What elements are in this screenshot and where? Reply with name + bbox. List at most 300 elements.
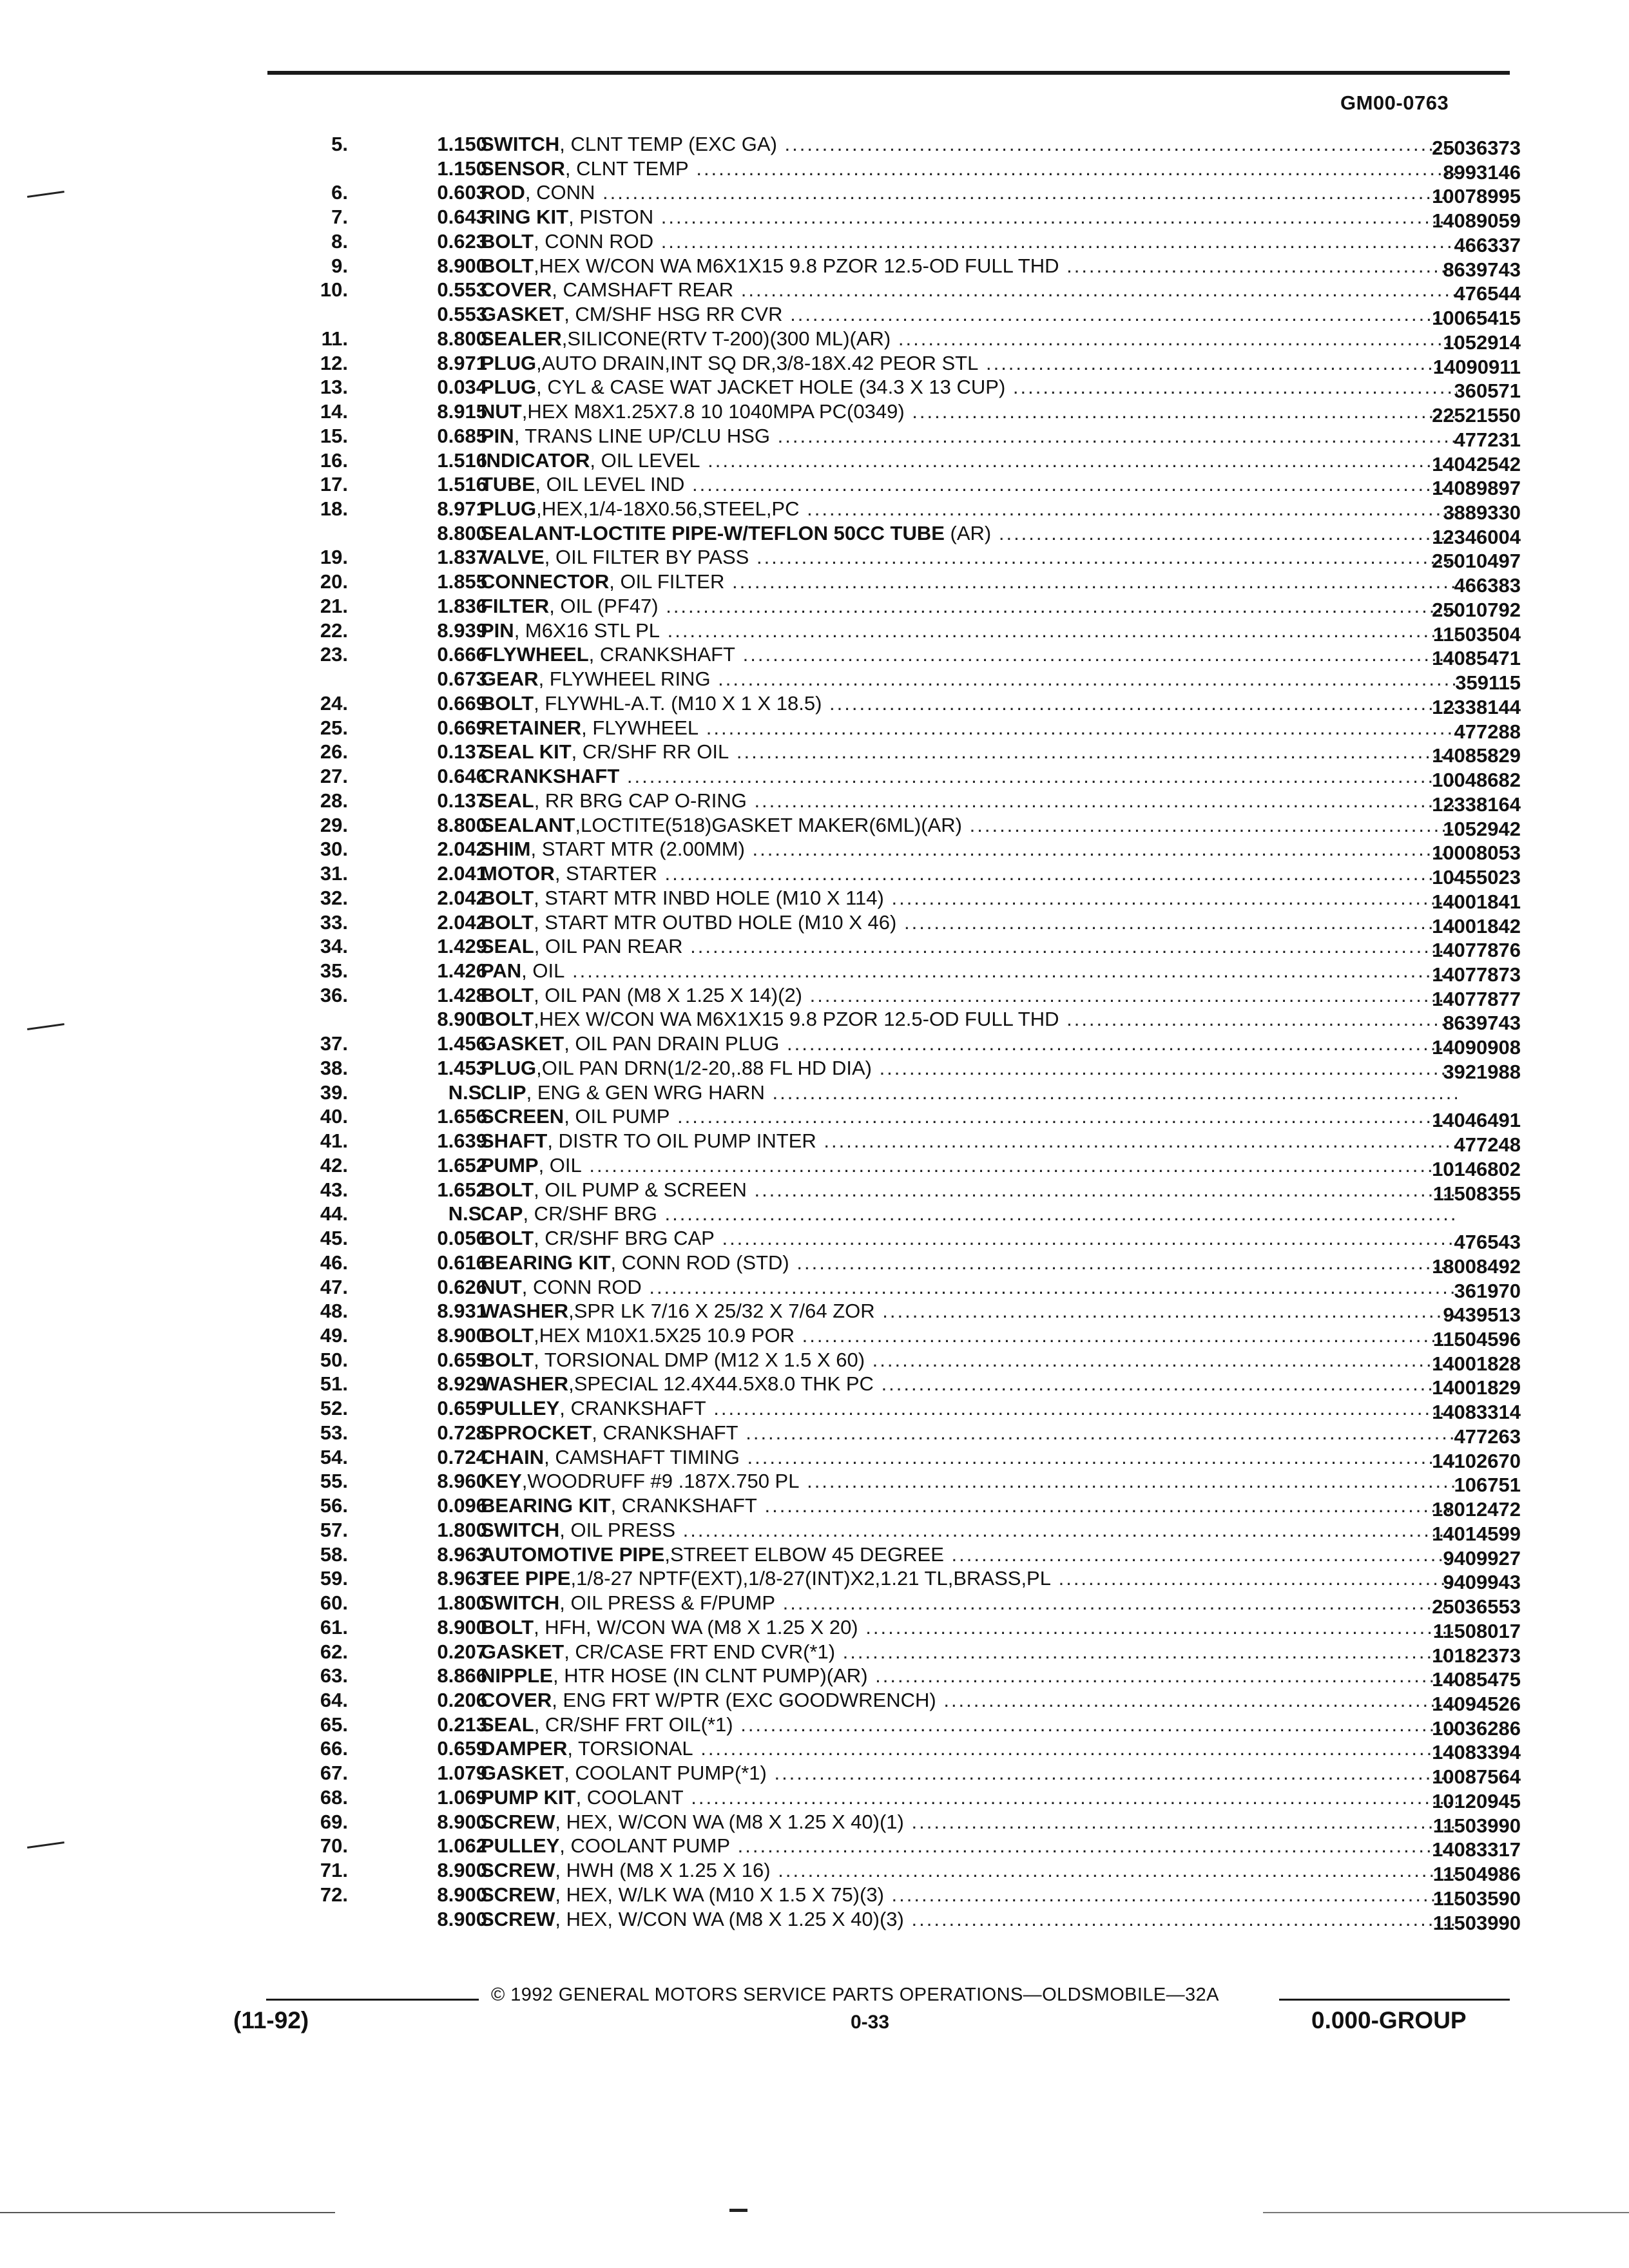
group-code: 1.652 [437,1153,487,1177]
part-description [481,813,1457,838]
part-description [481,1615,1457,1640]
part-detail: , CR/SHF FRT OIL(*1) [534,1713,733,1736]
part-row [284,1688,1521,1713]
part-number: 10455023 [1432,866,1521,889]
part-name: CAP [481,1202,523,1225]
part-number: 22521550 [1432,404,1521,427]
part-description [481,1032,1457,1056]
part-row [284,740,1521,767]
part-name: GASKET [481,303,564,326]
part-detail: , HTR HOSE (IN CLNT PUMP)(AR) [552,1664,868,1687]
part-name: RING KIT [481,206,569,229]
ref-number: 42. [320,1153,348,1177]
part-detail: , COOLANT [575,1785,684,1809]
part-row [284,375,1521,403]
part-name: PULLEY [481,1834,560,1858]
part-detail: , M6X16 STL PL [514,619,660,642]
part-number: 10078995 [1432,185,1521,208]
part-name: BOLT [481,1178,534,1201]
part-row [284,667,1521,695]
part-number: 14077876 [1432,939,1521,962]
part-row [284,619,1521,646]
part-detail: , HFH, W/CON WA (M8 X 1.25 X 20) [534,1615,858,1639]
part-name: BOLT [481,886,534,909]
ref-number: 20. [320,570,348,593]
part-row [284,1494,1521,1521]
part-name: SCREW [481,1883,555,1906]
ref-number: 22. [320,619,348,642]
part-description [481,545,1457,570]
part-detail: , ENG & GEN WRG HARN [526,1081,765,1104]
part-description [481,1251,1457,1275]
group-code: 0.553 [437,303,487,326]
part-number: 476543 [1454,1231,1521,1254]
ref-number: 60. [320,1591,348,1615]
ref-number: 17. [320,473,348,496]
ref-number: 52. [320,1397,348,1420]
part-name: SENSOR [481,157,565,180]
ref-number: 72. [320,1883,348,1906]
part-name: TUBE [481,473,535,496]
part-detail: , CM/SHF HSG RR CVR [564,303,783,326]
part-number: 477288 [1454,720,1521,743]
part-detail: , HWH (M8 X 1.25 X 16) [555,1859,771,1882]
group-code: 0.207 [437,1640,487,1663]
parts-list [284,132,1521,1934]
part-name: SEAL [481,789,534,812]
part-description [481,351,1457,376]
group-code: 2.042 [437,886,487,909]
part-row [284,1445,1521,1470]
part-name: BOLT [481,1615,534,1639]
part-row [284,1275,1521,1300]
part-name: SCREW [481,1859,555,1882]
part-number: 14085471 [1432,647,1521,670]
part-row [284,1834,1521,1861]
part-row [284,1858,1521,1886]
part-name: PLUG [481,497,537,521]
ref-number: 53. [320,1421,348,1444]
part-description [481,254,1457,278]
group-code: 8.900 [437,1907,487,1930]
part-number: 466337 [1454,233,1521,256]
margin-mark [729,2209,747,2212]
part-name: SCREW [481,1810,555,1833]
group-code: 8.900 [437,254,487,277]
part-detail: , CAMSHAFT TIMING [544,1445,740,1468]
part-description [481,205,1457,229]
part-name: SEAL [481,1713,534,1736]
group-code: 8.800 [437,813,487,836]
group-code: 8.971 [437,497,487,521]
ref-number: 48. [320,1300,348,1323]
group-code: 1.855 [437,570,487,593]
part-description [481,1542,1457,1567]
part-row [284,157,1521,184]
part-detail: , OIL PRESS [559,1518,676,1541]
part-name: PIN [481,619,514,642]
part-name: NUT [481,1275,522,1298]
part-name: COVER [481,1689,552,1711]
part-row [284,642,1521,670]
ref-number: 49. [320,1323,348,1347]
part-name: BOLT [481,229,534,253]
part-row [284,399,1521,427]
part-description [481,1275,1457,1300]
part-detail: , COOLANT PUMP(*1) [564,1762,767,1785]
part-detail: , CR/SHF RR OIL [571,740,729,764]
ref-number: 63. [320,1664,348,1687]
part-detail: , CRANKSHAFT [588,643,735,666]
group-code: 0.685 [437,424,487,447]
group-code: 1.656 [437,1105,487,1128]
group-code: 1.516 [437,448,487,472]
part-detail: , FLYWHEEL RING [538,668,711,691]
footer-rule-right [1279,1999,1510,2001]
ref-number: 68. [320,1785,348,1809]
part-detail: , CR/CASE FRT END CVR(*1) [564,1640,836,1663]
part-number: 10065415 [1432,307,1521,330]
part-number: 25036553 [1432,1595,1521,1619]
ref-number: 44. [320,1202,348,1225]
part-row [284,278,1521,305]
part-number: 14085475 [1432,1668,1521,1691]
part-description [481,910,1457,935]
ref-number: 40. [320,1105,348,1128]
group-code: 0.206 [437,1689,487,1711]
group-code: 8.931 [437,1300,487,1323]
part-number: 14102670 [1432,1449,1521,1472]
part-description [481,1129,1457,1153]
part-number: 1052914 [1443,331,1521,354]
part-number: 25010497 [1432,550,1521,573]
part-row [284,1007,1521,1035]
part-detail: , OIL (PF47) [549,594,659,617]
part-description [481,642,1457,667]
part-name: GASKET [481,1032,564,1055]
part-number: 18012472 [1432,1498,1521,1521]
part-name: SHAFT [481,1129,548,1153]
group-code: N.S. [448,1081,487,1104]
part-number: 10087564 [1432,1765,1521,1789]
part-row [284,1640,1521,1667]
ref-number: 5. [331,133,348,155]
part-row [284,327,1521,354]
part-detail: , CR/SHF BRG [523,1202,657,1225]
part-description [481,1566,1457,1591]
part-description [481,1761,1457,1785]
ref-number: 61. [320,1615,348,1639]
group-code: 1.150 [437,157,487,180]
part-number: 8639743 [1443,258,1521,281]
ref-number: 10. [320,278,348,302]
part-description [481,594,1457,619]
part-name: SEALER [481,327,562,350]
part-name: DAMPER [481,1737,568,1760]
part-detail: ,HEX W/CON WA M6X1X15 9.8 PZOR 12.5-OD FULL THD [534,254,1059,277]
ref-number: 56. [320,1494,348,1517]
part-row [284,1104,1521,1132]
part-row [284,1153,1521,1178]
group-code: 0.659 [437,1737,487,1760]
part-name: PUMP KIT [481,1785,576,1809]
group-code: 0.646 [437,765,487,788]
part-number: 477231 [1454,428,1521,451]
part-row [284,521,1521,546]
part-row [284,1518,1521,1545]
part-detail: ,1/8-27 NPTF(EXT),1/8-27(INT)X2,1.21 TL,BRASS,PL [570,1567,1051,1590]
part-description [481,1810,1457,1834]
footer-rule-left [266,1999,479,2001]
ref-number: 47. [320,1275,348,1298]
part-detail: , HEX, W/CON WA (M8 X 1.25 X 40)(3) [555,1907,904,1930]
part-number: 11503504 [1432,622,1521,646]
part-detail: , ENG FRT W/PTR (EXC GOODWRENCH) [552,1689,936,1711]
part-name: CONNECTOR [481,570,610,593]
group-code: 0.673 [437,668,487,691]
part-number: 14001842 [1432,914,1521,937]
part-detail: , OIL FILTER BY PASS [544,546,749,569]
group-code: 1.516 [437,473,487,496]
part-name: BOLT [481,1348,534,1371]
part-description [481,1640,1457,1664]
margin-mark [27,191,64,198]
margin-mark [0,2212,335,2213]
part-number: 12346004 [1432,525,1521,548]
part-description [481,1736,1457,1761]
part-row [284,983,1521,1008]
part-row [284,1348,1521,1375]
part-row [284,1299,1521,1327]
part-description [481,302,1457,327]
ref-number: 64. [320,1689,348,1711]
part-description [481,1445,1457,1470]
part-row [284,934,1521,962]
part-description [481,399,1457,424]
group-code: 1.652 [437,1178,487,1201]
part-name: SWITCH [481,133,560,155]
part-row [284,1323,1521,1348]
ref-number: 55. [320,1470,348,1493]
part-name: CLIP [481,1081,526,1104]
part-detail: , OIL [538,1153,582,1177]
part-row [284,1081,1521,1105]
part-name: SEALANT [481,813,575,836]
ref-number: 12. [320,351,348,374]
ref-number: 21. [320,594,348,617]
ref-number: 33. [320,910,348,934]
part-number: 11508017 [1432,1619,1521,1642]
ref-number: 18. [320,497,348,521]
ref-number: 39. [320,1081,348,1104]
part-row [284,1129,1521,1157]
document-id: GM00-0763 [1340,91,1449,114]
part-row [284,594,1521,619]
group-code: 8.900 [437,1323,487,1347]
part-row [284,1566,1521,1594]
part-description [481,886,1457,910]
ref-number: 57. [320,1518,348,1541]
ref-number: 37. [320,1032,348,1055]
part-number: 11508355 [1432,1182,1521,1205]
part-description [481,521,1457,546]
part-number: 10048682 [1432,769,1521,792]
part-description [481,619,1457,643]
group-code: 2.042 [437,910,487,934]
part-name: NUT [481,400,522,423]
part-number: 9409927 [1443,1546,1521,1570]
ref-number: 32. [320,886,348,909]
part-number: 14001829 [1432,1376,1521,1399]
part-detail: , START MTR INBD HOLE (M10 X 114) [534,886,884,909]
part-detail: , OIL PUMP & SCREEN [534,1178,747,1201]
part-row [284,959,1521,986]
part-row [284,1226,1521,1254]
part-row [284,1202,1521,1226]
part-detail: ,LOCTITE(518)GASKET MAKER(6ML)(AR) [575,813,962,836]
part-row [284,837,1521,865]
ref-number: 38. [320,1056,348,1079]
ref-number: 11. [321,327,348,350]
part-description [481,959,1457,983]
part-detail: , STARTER [554,862,657,885]
ref-number: 58. [320,1542,348,1566]
ref-number: 26. [320,740,348,764]
part-name: GASKET [481,1762,564,1785]
part-row [284,1907,1521,1932]
part-number: 10036286 [1432,1716,1521,1740]
group-code: 0.213 [437,1713,487,1736]
part-row [284,351,1521,376]
part-detail: , OIL PRESS & F/PUMP [559,1591,776,1615]
part-detail: , CONN ROD [534,229,654,253]
part-name: ROD [481,181,525,204]
part-description [481,934,1457,959]
group-code: 8.939 [437,619,487,642]
ref-number: 51. [320,1372,348,1396]
part-name: FILTER [481,594,550,617]
part-name: FLYWHEEL [481,643,589,666]
part-description [481,1421,1457,1445]
group-code: 0.056 [437,1227,487,1250]
part-name: WASHER [481,1300,569,1323]
group-code: 8.900 [437,1859,487,1882]
part-name: WASHER [481,1372,569,1396]
part-detail: , CR/SHF BRG CAP [534,1227,715,1250]
part-name: SWITCH [481,1591,560,1615]
part-detail: , FLYWHL-A.T. (M10 X 1 X 18.5) [534,691,822,715]
part-number: 1052942 [1443,817,1521,840]
part-description [481,837,1457,861]
group-code: 0.603 [437,181,487,204]
part-detail: , OIL LEVEL IND [535,473,685,496]
group-code: 2.041 [437,862,487,885]
part-name: MOTOR [481,862,555,885]
part-description [481,424,1457,448]
part-number: 11503990 [1432,1814,1521,1837]
ref-number: 23. [320,643,348,666]
part-description [481,1226,1457,1251]
part-name: BOLT [481,1008,534,1031]
part-name: SEALANT-LOCTITE PIPE-W/TEFLON 50CC TUBE [481,521,945,544]
group-code: 1.456 [437,1032,487,1055]
part-row [284,1713,1521,1740]
ref-number: 69. [320,1810,348,1833]
part-name: KEY [481,1470,522,1493]
group-code: 0.666 [437,643,487,666]
group-code: 8.866 [437,1664,487,1687]
part-description [481,327,1457,351]
part-number: 8639743 [1443,1012,1521,1035]
part-detail: , CLNT TEMP (EXC GA) [559,133,777,155]
ref-number: 50. [320,1348,348,1371]
ref-number: 25. [320,716,348,739]
group-code: 1.079 [437,1762,487,1785]
margin-mark [27,1841,64,1849]
part-row [284,1785,1521,1810]
part-number: 3889330 [1443,501,1521,524]
part-description [481,789,1457,813]
ref-number: 16. [320,448,348,472]
part-number: 9409943 [1443,1571,1521,1594]
group-label: 0.000-GROUP [1311,2007,1467,2033]
part-name: SCREEN [481,1105,564,1128]
part-detail: ,OIL PAN DRN(1/2-20,.88 FL HD DIA) [536,1056,872,1079]
part-detail: , TORSIONAL DMP (M12 X 1.5 X 60) [534,1348,865,1371]
part-description [481,1518,1457,1542]
part-detail: , START MTR (2.00MM) [530,838,745,861]
part-detail: , HEX, W/LK WA (M10 X 1.5 X 75)(3) [555,1883,884,1906]
part-detail: , PISTON [568,206,654,229]
part-row [284,254,1521,281]
part-detail: , CONN ROD (STD) [610,1251,789,1274]
ref-number: 15. [320,424,348,447]
part-description [481,1907,1457,1932]
part-description [481,472,1457,497]
part-row [284,545,1521,573]
ref-number: 30. [320,838,348,861]
group-code: 8.900 [437,1615,487,1639]
ref-number: 27. [320,765,348,788]
part-detail: ,HEX,1/4-18X0.56,STEEL,PC [536,497,800,521]
ref-number: 9. [331,254,348,277]
ref-number: 41. [320,1129,348,1153]
margin-mark [1263,2212,1629,2213]
ref-number: 43. [320,1178,348,1201]
part-detail: , OIL PAN REAR [534,935,683,958]
part-name: TEE PIPE [481,1567,571,1590]
part-detail: , FLYWHEEL [581,716,699,739]
part-number: 14014599 [1432,1522,1521,1545]
part-number: 10008053 [1432,841,1521,865]
part-number: 14094526 [1432,1693,1521,1715]
part-row [284,497,1521,524]
group-code: 8.960 [437,1470,487,1493]
part-row [284,1542,1521,1570]
part-detail: , OIL PAN (M8 X 1.25 X 14)(2) [534,983,803,1006]
part-row [284,789,1521,816]
group-code: 1.639 [437,1129,487,1153]
part-number: 12338144 [1432,695,1521,718]
part-name: BOLT [481,910,534,934]
group-code: 8.963 [437,1567,487,1590]
part-number: 477248 [1454,1133,1521,1157]
part-detail: , START MTR OUTBD HOLE (M10 X 46) [534,910,897,934]
revision-date: (11-92) [233,2007,309,2033]
part-detail: , CONN [525,181,595,204]
part-detail: , HEX, W/CON WA (M8 X 1.25 X 40)(1) [555,1810,904,1833]
part-detail: , OIL PAN DRAIN PLUG [564,1032,780,1055]
